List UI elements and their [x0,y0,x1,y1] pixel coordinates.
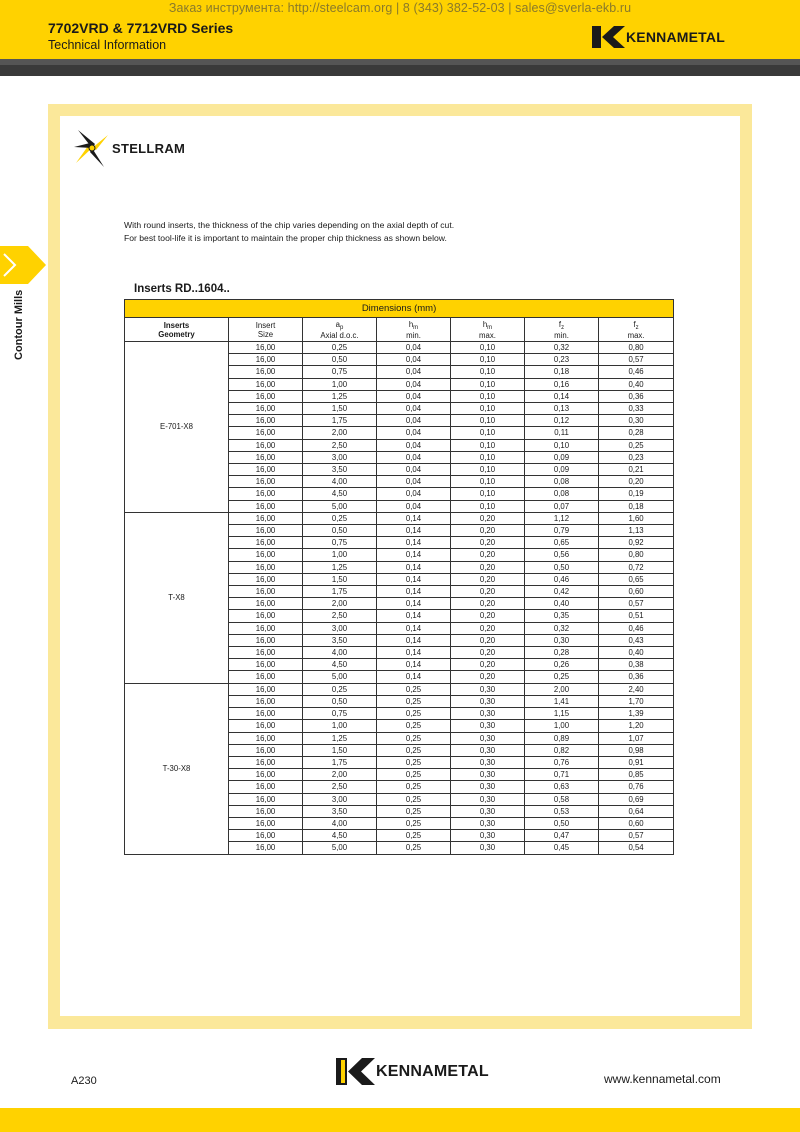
table-cell: 0,20 [451,586,525,598]
table-cell: 0,14 [377,537,451,549]
table-cell: 0,14 [377,512,451,524]
table-cell: 0,04 [377,403,451,415]
col-fz-max: $f_z$ max. [599,318,674,342]
table-cell: 0,40 [599,378,674,390]
table-cell: 0,10 [451,427,525,439]
table-cell: 16,00 [229,378,303,390]
table-cell: 16,00 [229,781,303,793]
table-cell: 0,25 [377,830,451,842]
table-cell: 0,71 [525,769,599,781]
table-cell: 0,40 [525,598,599,610]
table-cell: 1,25 [303,732,377,744]
table-cell: 0,36 [599,671,674,683]
table-cell: 0,04 [377,378,451,390]
table-cell: 0,58 [525,793,599,805]
table-cell: 16,00 [229,464,303,476]
table-cell: 16,00 [229,427,303,439]
table-cell: 0,16 [525,378,599,390]
table-cell: 0,25 [303,512,377,524]
page-number: A230 [71,1075,97,1087]
table-cell: 0,47 [525,830,599,842]
table-row [125,512,674,524]
table-cell: 0,14 [377,549,451,561]
table-cell: 0,04 [377,439,451,451]
table-cell: 0,60 [599,586,674,598]
table-cell: 0,46 [599,366,674,378]
table-cell: 0,20 [451,525,525,537]
table-cell: 0,20 [451,512,525,524]
kennametal-k-icon [336,1058,376,1085]
table-cell: 5,00 [303,500,377,512]
table-cell: 0,75 [303,708,377,720]
table-cell: 0,10 [451,439,525,451]
table-cell: 16,00 [229,403,303,415]
col-fz-min: $f_z$ min. [525,318,599,342]
table-cell: 2,00 [303,598,377,610]
dimensions-header: Dimensions (mm) [125,300,674,318]
table-cell: 0,30 [451,817,525,829]
table-cell: 1,50 [303,403,377,415]
table-cell: 0,54 [599,842,674,854]
table-cell: 0,14 [377,622,451,634]
section-label: Contour Mills [13,289,25,360]
table-cell: 16,00 [229,525,303,537]
table-cell: 0,18 [525,366,599,378]
table-cell: 5,00 [303,842,377,854]
table-cell: 0,57 [599,354,674,366]
table-cell: 0,50 [525,561,599,573]
table-cell: 0,35 [525,610,599,622]
stellram-logo [74,127,185,169]
table-cell: 0,20 [451,647,525,659]
table-cell: 16,00 [229,610,303,622]
table-cell: 0,30 [451,720,525,732]
table-cell: 0,20 [451,573,525,585]
table-row [125,683,674,695]
table-cell: 0,25 [377,720,451,732]
table-cell: 16,00 [229,342,303,354]
table-cell: 0,04 [377,476,451,488]
table-cell: 0,25 [377,817,451,829]
table-cell: 0,18 [599,500,674,512]
table-cell: 1,00 [303,720,377,732]
table-cell: 0,04 [377,354,451,366]
table-cell: 0,25 [377,695,451,707]
table-cell: 0,25 [377,744,451,756]
table-cell: 0,30 [451,744,525,756]
table-cell: 0,65 [599,573,674,585]
table-cell: 0,14 [377,671,451,683]
table-cell: 1,60 [599,512,674,524]
col-ap: $a_p$ Axial d.o.c. [303,318,377,342]
table-cell: 0,10 [451,476,525,488]
table-body [125,342,674,855]
table-cell: 0,64 [599,805,674,817]
table-cell: 0,25 [377,805,451,817]
table-cell: 1,12 [525,512,599,524]
table-cell: 0,10 [451,488,525,500]
column-header-row [125,318,674,342]
series-subtitle: Technical Information [48,38,167,52]
table-cell: 0,19 [599,488,674,500]
table-cell: 1,75 [303,756,377,768]
table-cell: 4,00 [303,647,377,659]
chip-thickness-table [124,299,674,855]
geometry-cell: E-701-X8 [125,342,229,513]
table-cell: 16,00 [229,390,303,402]
table-cell: 2,00 [303,769,377,781]
table-cell: 0,14 [377,525,451,537]
table-row [125,342,674,354]
table-cell: 0,51 [599,610,674,622]
table-cell: 0,20 [451,659,525,671]
table-cell: 0,63 [525,781,599,793]
kennametal-wordmark-top: KENNAMETAL [626,29,725,45]
col-hm-max: $h_m$ max. [451,318,525,342]
table-cell: 0,91 [599,756,674,768]
table-cell: 0,46 [525,573,599,585]
kennametal-logo-top [592,26,725,48]
table-cell: 16,00 [229,732,303,744]
table-cell: 16,00 [229,695,303,707]
table-cell: 0,21 [599,464,674,476]
table-cell: 0,40 [599,647,674,659]
table-cell: 4,00 [303,817,377,829]
table-cell: 0,25 [599,439,674,451]
table-cell: 16,00 [229,744,303,756]
table-cell: 0,25 [377,683,451,695]
table-cell: 0,08 [525,488,599,500]
table-cell: 0,23 [599,451,674,463]
table-cell: 1,75 [303,586,377,598]
stellram-wordmark: STELLRAM [112,140,186,156]
table-cell: 0,14 [525,390,599,402]
table-cell: 4,50 [303,488,377,500]
table-cell: 0,14 [377,634,451,646]
table-cell: 0,14 [377,598,451,610]
table-cell: 1,39 [599,708,674,720]
table-cell: 0,10 [451,500,525,512]
col-hm-min: $h_m$ min. [377,318,451,342]
table-cell: 0,43 [599,634,674,646]
table-cell: 0,20 [451,598,525,610]
table-cell: 16,00 [229,476,303,488]
table-cell: 0,30 [525,634,599,646]
table-cell: 0,11 [525,427,599,439]
table-cell: 0,25 [377,842,451,854]
table-cell: 0,10 [451,378,525,390]
table-cell: 0,04 [377,342,451,354]
table-cell: 0,30 [451,732,525,744]
table-cell: 0,32 [525,622,599,634]
table-cell: 0,50 [303,525,377,537]
intro-line-2: For best tool-life it is important to maintain the proper chip thickness as shown below. [124,232,447,243]
table-cell: 0,60 [599,817,674,829]
table-cell: 16,00 [229,586,303,598]
intro-text [124,219,454,244]
table-cell: 0,57 [599,598,674,610]
table-cell: 0,20 [451,537,525,549]
table-cell: 0,30 [451,805,525,817]
table-cell: 16,00 [229,720,303,732]
table-cell: 1,00 [303,549,377,561]
table-cell: 0,32 [525,342,599,354]
table-cell: 4,50 [303,830,377,842]
table-cell: 1,41 [525,695,599,707]
table-cell: 0,04 [377,366,451,378]
table-cell: 16,00 [229,598,303,610]
table-cell: 0,10 [451,403,525,415]
table-cell: 0,53 [525,805,599,817]
table-cell: 0,14 [377,647,451,659]
table-cell: 0,56 [525,549,599,561]
table-cell: 16,00 [229,366,303,378]
table-cell: 1,75 [303,415,377,427]
table-cell: 0,25 [377,793,451,805]
table-cell: 0,92 [599,537,674,549]
kennametal-wordmark-bottom: KENNAMETAL [376,1062,489,1080]
table-cell: 3,00 [303,451,377,463]
table-cell: 16,00 [229,756,303,768]
table-cell: 16,00 [229,671,303,683]
table-cell: 0,25 [525,671,599,683]
table-cell: 16,00 [229,805,303,817]
table-cell: 1,15 [525,708,599,720]
table-cell: 3,50 [303,805,377,817]
table-cell: 16,00 [229,537,303,549]
table-cell: 2,50 [303,610,377,622]
table-cell: 0,65 [525,537,599,549]
stellram-star-icon [74,127,110,169]
table-cell: 0,25 [303,342,377,354]
table-cell: 0,09 [525,451,599,463]
col-insert-size: Insert Size [229,318,303,342]
table-cell: 0,14 [377,659,451,671]
table-cell: 0,30 [451,695,525,707]
table-cell: 0,30 [451,842,525,854]
table-cell: 0,20 [451,622,525,634]
table-cell: 0,30 [451,769,525,781]
section-tab-arrow-icon [0,246,46,284]
table-cell: 0,50 [303,695,377,707]
table-cell: 16,00 [229,622,303,634]
table-cell: 16,00 [229,512,303,524]
table-cell: 16,00 [229,634,303,646]
intro-line-1: With round inserts, the thickness of the chip varies depending on the axial depth of cut. [124,220,455,230]
table-cell: 16,00 [229,793,303,805]
table-cell: 0,04 [377,464,451,476]
table-cell: 4,00 [303,476,377,488]
table-cell: 0,89 [525,732,599,744]
table-cell: 1,25 [303,390,377,402]
table-cell: 0,30 [451,781,525,793]
kennametal-k-icon [592,26,626,48]
table-cell: 0,30 [451,756,525,768]
table-cell: 0,28 [525,647,599,659]
table-cell: 0,14 [377,561,451,573]
table-cell: 0,14 [377,586,451,598]
table-cell: 2,50 [303,781,377,793]
table-cell: 0,42 [525,586,599,598]
table-cell: 0,46 [599,622,674,634]
table-cell: 1,13 [599,525,674,537]
table-cell: 0,20 [451,634,525,646]
table-cell: 5,00 [303,671,377,683]
website-link[interactable]: www.kennametal.com [604,1072,721,1086]
table-cell: 0,23 [525,354,599,366]
table-cell: 16,00 [229,769,303,781]
table-cell: 0,80 [599,549,674,561]
table-cell: 1,07 [599,732,674,744]
table-cell: 0,04 [377,500,451,512]
table-cell: 16,00 [229,573,303,585]
table-cell: 0,25 [377,732,451,744]
table-cell: 0,10 [451,451,525,463]
table-cell: 0,98 [599,744,674,756]
table-cell: 1,00 [303,378,377,390]
header-dark-band [0,59,800,76]
table-cell: 0,25 [303,683,377,695]
table-cell: 0,79 [525,525,599,537]
table-cell: 16,00 [229,561,303,573]
table-cell: 0,50 [525,817,599,829]
table-cell: 0,25 [377,769,451,781]
table-cell: 0,10 [525,439,599,451]
table-cell: 16,00 [229,647,303,659]
table-cell: 0,76 [599,781,674,793]
geometry-cell: T-30-X8 [125,683,229,854]
table-cell: 3,00 [303,622,377,634]
table-cell: 16,00 [229,354,303,366]
table-cell: 0,14 [377,573,451,585]
table-cell: 1,70 [599,695,674,707]
table-cell: 2,00 [525,683,599,695]
table-cell: 0,04 [377,415,451,427]
table-cell: 0,72 [599,561,674,573]
table-cell: 3,00 [303,793,377,805]
table-cell: 0,26 [525,659,599,671]
series-title: 7702VRD & 7712VRD Series [48,20,234,36]
table-cell: 0,38 [599,659,674,671]
table-cell: 0,04 [377,390,451,402]
kennametal-logo-bottom [336,1058,489,1085]
table-cell: 0,10 [451,342,525,354]
table-cell: 0,10 [451,354,525,366]
table-cell: 2,50 [303,439,377,451]
table-cell: 0,09 [525,464,599,476]
table-cell: 0,30 [451,683,525,695]
table-cell: 0,25 [377,756,451,768]
table-cell: 16,00 [229,708,303,720]
table-cell: 0,20 [451,549,525,561]
table-title: Inserts RD..1604.. [134,283,230,295]
table-cell: 0,75 [303,366,377,378]
table-cell: 16,00 [229,842,303,854]
table-cell: 16,00 [229,415,303,427]
table-cell: 16,00 [229,830,303,842]
table-cell: 2,00 [303,427,377,439]
table-cell: 0,20 [599,476,674,488]
table-cell: 0,30 [599,415,674,427]
table-cell: 0,50 [303,354,377,366]
col-geometry: Inserts Geometry [125,318,229,342]
table-cell: 0,20 [451,671,525,683]
table-cell: 1,20 [599,720,674,732]
table-cell: 0,04 [377,427,451,439]
table-cell: 0,04 [377,451,451,463]
table-cell: 0,57 [599,830,674,842]
table-cell: 0,25 [377,708,451,720]
table-cell: 0,07 [525,500,599,512]
table-cell: 3,50 [303,464,377,476]
contact-line: Заказ инструмента: http://steelcam.org | 8 (343) 382-52-03 | sales@sverla-ekb.ru [168,1,632,15]
table-cell: 3,50 [303,634,377,646]
table-cell: 0,13 [525,403,599,415]
table-cell: 0,20 [451,610,525,622]
table-cell: 0,12 [525,415,599,427]
table-cell: 1,25 [303,561,377,573]
table-cell: 4,50 [303,659,377,671]
table-cell: 2,40 [599,683,674,695]
table-cell: 0,30 [451,793,525,805]
table-cell: 0,45 [525,842,599,854]
table-cell: 0,14 [377,610,451,622]
table-cell: 0,33 [599,403,674,415]
table-cell: 0,28 [599,427,674,439]
table-cell: 0,30 [451,830,525,842]
footer-band [0,1108,800,1132]
table-cell: 0,76 [525,756,599,768]
table-cell: 1,50 [303,573,377,585]
table-cell: 16,00 [229,817,303,829]
table-cell: 16,00 [229,659,303,671]
table-cell: 0,10 [451,390,525,402]
table-cell: 0,36 [599,390,674,402]
table-cell: 0,30 [451,708,525,720]
table-cell: 0,85 [599,769,674,781]
table-cell: 0,20 [451,561,525,573]
table-cell: 16,00 [229,683,303,695]
table-cell: 16,00 [229,488,303,500]
table-cell: 0,10 [451,366,525,378]
geometry-cell: T-X8 [125,512,229,683]
table-cell: 0,69 [599,793,674,805]
table-cell: 0,04 [377,488,451,500]
table-cell: 16,00 [229,500,303,512]
table-cell: 0,75 [303,537,377,549]
table-cell: 0,08 [525,476,599,488]
table-cell: 1,50 [303,744,377,756]
table-cell: 16,00 [229,549,303,561]
table-cell: 0,25 [377,781,451,793]
table-cell: 0,10 [451,415,525,427]
table-cell: 0,10 [451,464,525,476]
table-cell: 16,00 [229,451,303,463]
table-cell: 1,00 [525,720,599,732]
table-cell: 0,80 [599,342,674,354]
table-cell: 0,82 [525,744,599,756]
table-cell: 16,00 [229,439,303,451]
